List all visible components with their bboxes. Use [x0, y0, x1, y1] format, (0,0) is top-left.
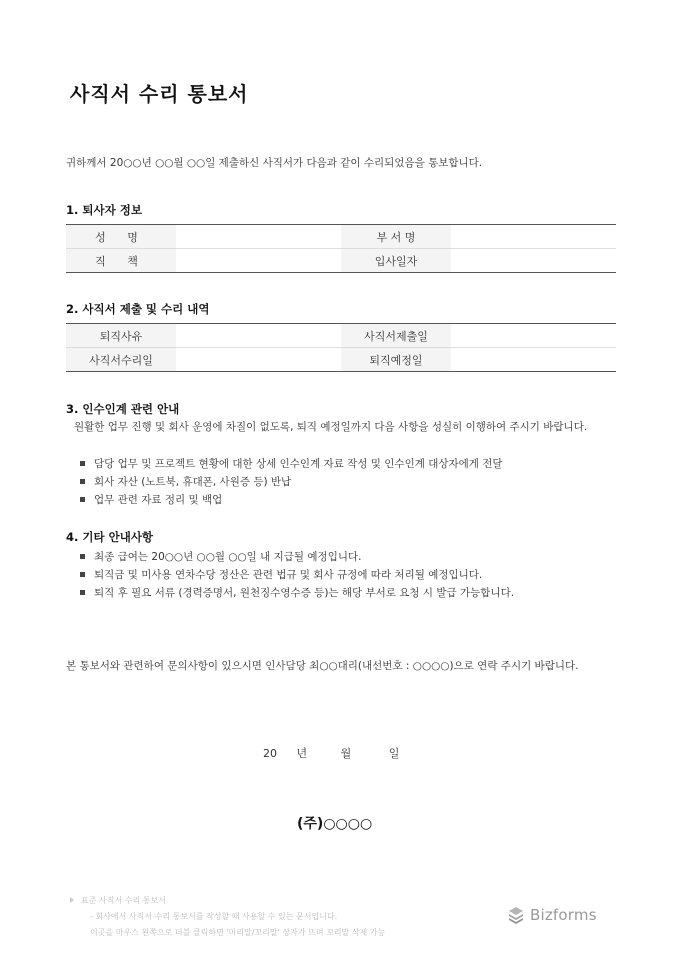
footer-line-description: - 회사에서 사직서 수리 통보서를 작성할 때 사용할 수 있는 문서입니다. — [90, 912, 338, 921]
bullet-icon — [80, 572, 85, 577]
date-day-unit: 일 — [388, 747, 400, 760]
footer-note[interactable]: 표준 사직서 수리 통보서 - 회사에서 사직서 수리 통보서를 작성할 때 사용할 수 있는 문서입니다. 이곳을 마우스 왼쪽으로 더블 클릭하면 '머리말/꼬리말' 상자가 뜨며 꼬리말 삭제 가능 — [70, 893, 385, 941]
resignation-info-table — [66, 323, 616, 372]
other-info-list — [78, 548, 514, 602]
bullet-icon — [80, 554, 85, 559]
planned-date-label: 퇴직예정일 — [341, 348, 451, 372]
position-label: 직 책 — [66, 249, 176, 273]
department-value[interactable] — [451, 225, 616, 249]
company-name: (주)○○○○ — [297, 816, 373, 832]
employee-info-table — [66, 224, 616, 273]
section2-heading: 2. 사직서 제출 및 수리 내역 — [66, 302, 210, 316]
department-label: 부 서 명 — [341, 225, 451, 249]
brand-name: Bizforms — [530, 906, 597, 924]
submit-date-value[interactable] — [451, 324, 616, 348]
brand-mark — [508, 906, 597, 924]
table-row — [66, 249, 616, 273]
position-value[interactable] — [176, 249, 341, 273]
page-title: 사직서 수리 통보서 — [70, 82, 249, 106]
planned-date-value[interactable] — [451, 348, 616, 372]
table-row — [66, 324, 616, 348]
date-year: 20 — [263, 747, 277, 760]
bullet-icon — [80, 590, 85, 595]
list-item: 퇴직 후 필요 서류 (경력증명서, 원천징수영수증 등)는 해당 부서로 요청 시 발급 가능합니다. — [78, 584, 514, 602]
section1-heading: 1. 퇴사자 정보 — [66, 203, 142, 217]
reason-label: 퇴직사유 — [66, 324, 176, 348]
table-row — [66, 348, 616, 372]
intro-text: 귀하께서 20○○년 ○○월 ○○일 제출하신 사직서가 다음과 같이 수리되었음을 통보합니다. — [66, 157, 483, 169]
list-item: 최종 급여는 20○○년 ○○월 ○○일 내 지급될 예정입니다. — [78, 548, 514, 566]
date-year-unit: 년 — [296, 747, 308, 760]
triangle-icon — [70, 897, 74, 903]
accept-date-label: 사직서수리일 — [66, 348, 176, 372]
list-item: 담당 업무 및 프로젝트 현황에 대한 상세 인수인계 자료 작성 및 인수인계 대상자에게 전달 — [78, 455, 503, 473]
footer-line-hint: 이곳을 마우스 왼쪽으로 더블 클릭하면 '머리말/꼬리말' 상자가 뜨며 꼬리말 삭제 가능 — [90, 928, 386, 937]
accept-date-value[interactable] — [176, 348, 341, 372]
closing-text: 본 통보서와 관련하여 문의사항이 있으시면 인사담당 최○○대리(내선번호 : ○○○○)으로 연락 주시기 바랍니다. — [66, 660, 579, 672]
table-row — [66, 225, 616, 249]
submit-date-label: 사직서제출일 — [341, 324, 451, 348]
join-date-label: 입사일자 — [341, 249, 451, 273]
reason-value[interactable] — [176, 324, 341, 348]
handover-list — [78, 455, 503, 509]
name-value[interactable] — [176, 225, 341, 249]
list-item: 업무 관련 자료 정리 및 백업 — [78, 491, 503, 509]
name-label: 성 명 — [66, 225, 176, 249]
bullet-icon — [80, 461, 85, 466]
join-date-value[interactable] — [451, 249, 616, 273]
list-item: 퇴직금 및 미사용 연차수당 정산은 관련 법규 및 회사 규정에 따라 처리될 예정입니다. — [78, 566, 514, 584]
bullet-icon — [80, 497, 85, 502]
list-item: 회사 자산 (노트북, 휴대폰, 사원증 등) 반납 — [78, 473, 503, 491]
bullet-icon — [80, 479, 85, 484]
handover-paragraph: 원활한 업무 진행 및 회사 운영에 차질이 없도록, 퇴직 예정일까지 다음 사항을 성실히 이행하여 주시기 바랍니다. — [74, 421, 588, 433]
issue-date — [263, 745, 399, 761]
date-month-unit: 월 — [340, 747, 352, 760]
bizforms-logo-icon — [508, 906, 524, 924]
section3-heading: 3. 인수인계 관련 안내 — [66, 402, 180, 416]
section4-heading: 4. 기타 안내사항 — [66, 530, 154, 544]
